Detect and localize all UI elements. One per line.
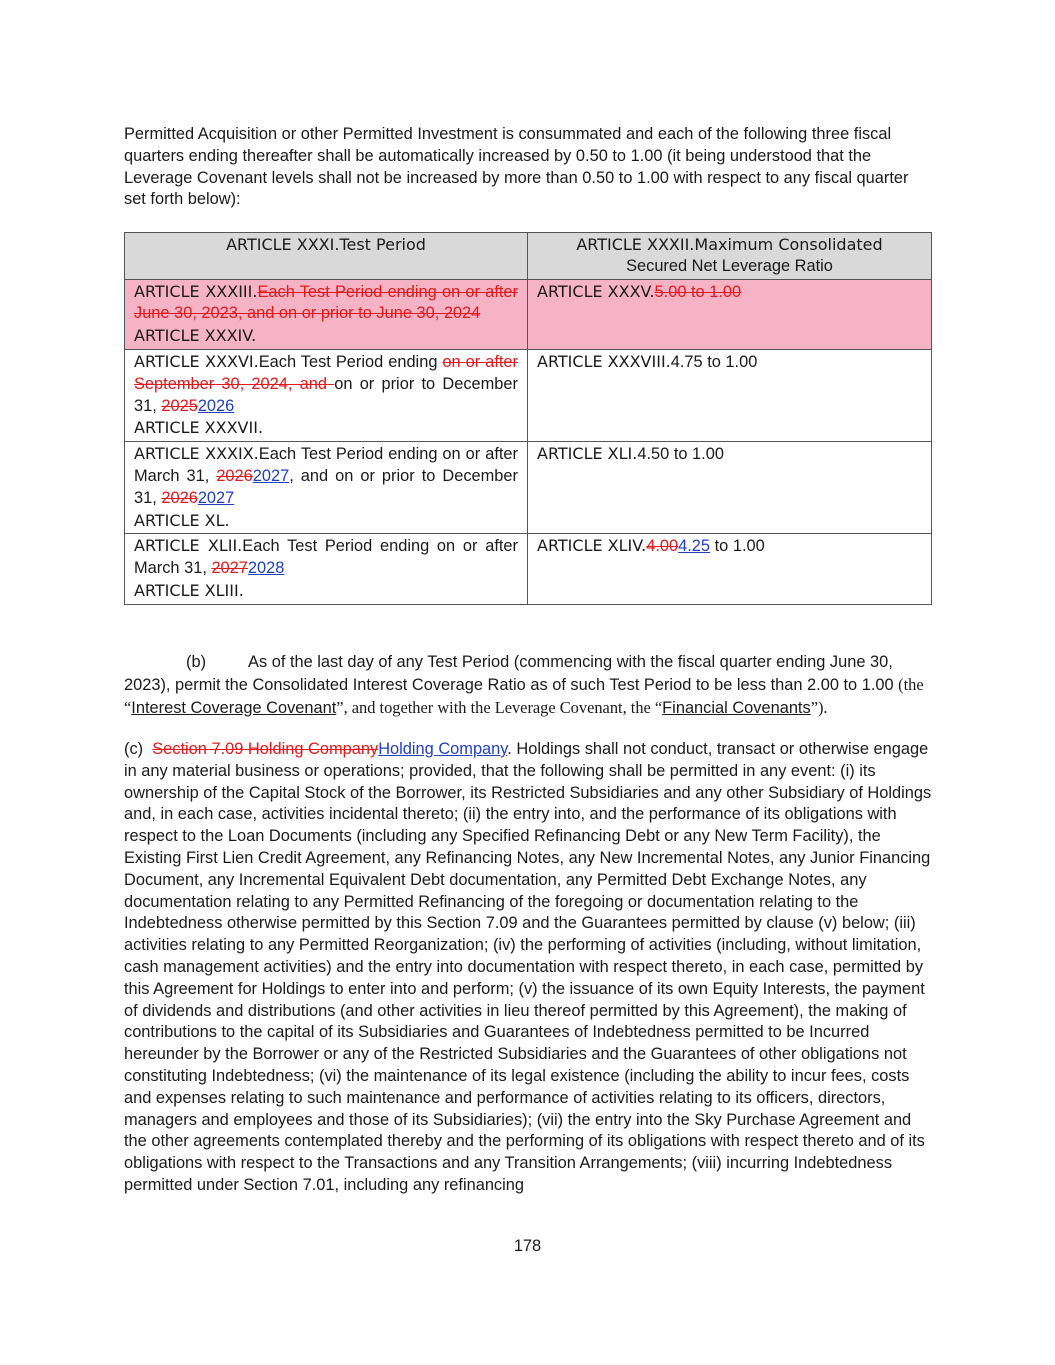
inserted-heading: Holding Company xyxy=(378,740,508,758)
test-period-cell: ARTICLE XXXIII.Each Test Period ending on or after June 30, 2023, and on or prior to June 30, 2024 ARTICLE XXXIV. xyxy=(125,279,528,349)
deleted-text: 2026 xyxy=(216,466,253,485)
ratio-cell: ARTICLE XLI.4.50 to 1.00 xyxy=(528,442,932,534)
deleted-text: 2025 xyxy=(161,396,198,415)
test-period-cell: ARTICLE XXXVI.Each Test Period ending on or after September 30, 2024, and on or prior to December 31, 20252026 ARTICLE XXXVII. xyxy=(125,349,528,441)
inserted-text: 2026 xyxy=(197,396,235,415)
deleted-heading: Section 7.09 Holding Company xyxy=(152,740,379,758)
inserted-text: 4.25 xyxy=(678,537,711,556)
defined-term: Financial Covenants xyxy=(662,698,811,717)
test-period-cell: ARTICLE XLII.Each Test Period ending on or after March 31, 20272028 ARTICLE XLIII. xyxy=(125,534,528,604)
ratio-cell: ARTICLE XXXVIII.4.75 to 1.00 xyxy=(528,349,932,441)
clause-label: (c) xyxy=(124,740,144,758)
test-period-cell: ARTICLE XXXIX.Each Test Period ending on or after March 31, 20262027, and on or prior to December 31, 20262027 ARTICLE XL. xyxy=(125,442,528,534)
deleted-text: Each Test Period ending on or after June 30, 2023, and on or prior to June 30, 2024 xyxy=(134,282,518,323)
inserted-text: 2027 xyxy=(197,488,235,507)
clause-label: (b) xyxy=(186,653,207,671)
inserted-text: 2027 xyxy=(252,466,290,485)
header-max-ratio: ARTICLE XXXII.Maximum Consolidated Secured Net Leverage Ratio xyxy=(528,233,932,280)
intro-paragraph: Permitted Acquisition or other Permitted Investment is consummated and each of the following three fiscal quarters ending thereafter shall be automatically increased by 0.50 to 1.00 (it being understood that the Leverage Covenant levels shall not be increased by more than 0.50 to 1.00 with respect to any fiscal quarter set forth below): xyxy=(124,125,909,209)
deleted-text: 4.00 xyxy=(646,537,679,556)
deleted-text: 2027 xyxy=(211,559,248,578)
deleted-text: on or after September 30, 2024, and xyxy=(134,352,518,393)
clause-text: As of the last day of any Test Period (commencing with the fiscal quarter ending June 30, 2023), permit the Consolidated Interest Coverage Ratio as of such Test Period to be less than 2.00 to 1.00 xyxy=(124,653,894,694)
deleted-text: 5.00 to 1.00 xyxy=(654,282,742,301)
paragraph-b: (b) As of the last day of any Test Period (commencing with the fiscal quarter ending June 30, 2023), permit the Consolidated Interest Coverage Ratio as of such Test Period to be less than 2.00 to 1.00 (the “Interest Coverage Covenant”, and together with the Leverage Covenant, the “Financial Covenants”). xyxy=(124,653,924,717)
inserted-text: 2028 xyxy=(247,559,285,578)
ratio-cell: ARTICLE XXXV.5.00 to 1.00 xyxy=(528,279,932,349)
table-row xyxy=(125,442,932,534)
paragraph-c xyxy=(124,739,934,1197)
defined-term: Interest Coverage Covenant xyxy=(131,698,337,717)
deleted-text: 2026 xyxy=(161,488,198,507)
table-header-row xyxy=(125,233,932,280)
ratio-cell: ARTICLE XLIV.4.004.25 to 1.00 xyxy=(528,534,932,604)
header-test-period: ARTICLE XXXI.Test Period xyxy=(125,233,528,280)
clause-text: . Holdings shall not conduct, transact or otherwise engage in any material business or operations; provided, that the following shall be permitted in any event: (i) its ownership of the Capital Stock of the Borrower, its Restricted Subsidiaries and any other Subsidiary of Holdings and, in each case, activities incidental thereto; (ii) the entry into, and the performance of its obligations with respect to the Loan Documents (including any Specified Refinancing Debt or any New Term Facility), the Existing First Lien Credit Agreement, any Refinancing Notes, any New Incremental Notes, any Junior Financing Document, any Incremental Equivalent Debt documentation, any Permitted Debt Exchange Notes, any documentation relating to any Permitted Refinancing of the foregoing or documentation relating to the Indebtedness otherwise permitted by this Section 7.09 and the Guarantees permitted by clause (v) below; (iii) activities relating to any Permitted Reorganization; (iv) the performing of activities (including, without limitation, cash management activities) and the entry into documentation with respect thereto, in each case, permitted by this Agreement for Holdings to enter into and perform; (v) the issuance of its own Equity Interests, the payment of dividends and distributions (and other activities in lieu thereof permitted by this Agreement), the making of contributions to the capital of its Subsidiaries and Guarantees of Indebtedness permitted to be Incurred hereunder by the Borrower or any of the Restricted Subsidiaries and the Guarantees of other obligations not constituting Indebtedness; (vi) the maintenance of its legal existence (including the ability to incur fees, costs and expenses relating to such maintenance and performance of activities relating to its officers, directors, managers and employees and those of its Subsidiaries); (vii) the entry into the Sky Purchase Agreement and the other agreements contemplated thereby and the performing of its obligations with respect thereto and of its obligations with respect to the Transactions and any Transition Arrangements; (viii) incurring Indebtedness permitted under Section 7.01, including any refinancing xyxy=(124,740,932,1194)
leverage-ratio-table xyxy=(124,232,932,605)
table-row xyxy=(125,534,932,604)
page-number: 178 xyxy=(513,1237,542,1255)
table-row xyxy=(125,279,932,349)
table-row xyxy=(125,349,932,441)
